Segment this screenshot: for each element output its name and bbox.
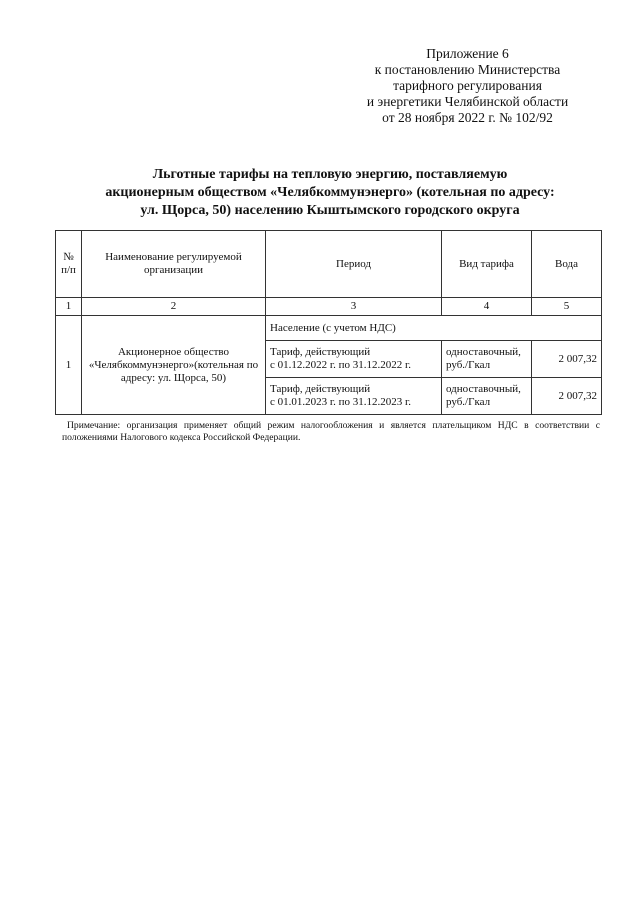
- tariff-type-cell: одноставочный, руб./Гкал: [442, 341, 532, 378]
- appendix-line: и энергетики Челябинской области: [366, 94, 569, 109]
- table-row: [56, 316, 602, 341]
- table-header-row: [56, 231, 602, 298]
- header-org: Наименование регулируемой организации: [82, 231, 266, 298]
- header-num: № п/п: [56, 231, 82, 298]
- tariff-value-cell: 2 007,32: [532, 341, 602, 378]
- tariff-type-cell: одноставочный, руб./Гкал: [442, 378, 532, 415]
- appendix-line: тарифного регулирования: [393, 78, 542, 93]
- tariff-table: [55, 230, 602, 415]
- row-org: Акционерное общество «Челябкоммунэнерго»(котельная по адресу: ул. Щорса, 50): [82, 316, 266, 415]
- document-title: [60, 166, 600, 220]
- header-water: Вода: [532, 231, 602, 298]
- period-cell: [266, 378, 442, 415]
- appendix-line: от 28 ноября 2022 г. № 102/92: [382, 110, 553, 125]
- header-tariff-type: Вид тарифа: [442, 231, 532, 298]
- column-number-row: [56, 298, 602, 316]
- period-line: с 01.01.2023 г. по 31.12.2023 г.: [270, 396, 412, 408]
- column-number: 2: [82, 298, 266, 316]
- title-line: ул. Щорса, 50) населению Кыштымского городского округа: [140, 203, 520, 218]
- appendix-line: Приложение 6: [426, 46, 509, 61]
- period-line: Тариф, действующий: [270, 346, 371, 358]
- row-num: 1: [56, 316, 82, 415]
- title-line: акционерным обществом «Челябкоммунэнерго» (котельная по адресу:: [105, 185, 555, 200]
- period-line: Тариф, действующий: [270, 383, 371, 395]
- group-label: Население (с учетом НДС): [266, 316, 602, 341]
- column-number: 1: [56, 298, 82, 316]
- column-number: 5: [532, 298, 602, 316]
- column-number: 3: [266, 298, 442, 316]
- period-cell: [266, 341, 442, 378]
- column-number: 4: [442, 298, 532, 316]
- header-period: Период: [266, 231, 442, 298]
- title-line: Льготные тарифы на тепловую энергию, поставляемую: [152, 167, 508, 182]
- footnote: Примечание: организация применяет общий режим налогообложения и является плательщиком НДС в соответствии с положениями Налогового кодекса Российской Федерации.: [62, 420, 600, 443]
- tariff-value-cell: 2 007,32: [532, 378, 602, 415]
- period-line: с 01.12.2022 г. по 31.12.2022 г.: [270, 359, 412, 371]
- appendix-block: [330, 46, 605, 126]
- appendix-line: к постановлению Министерства: [374, 62, 561, 77]
